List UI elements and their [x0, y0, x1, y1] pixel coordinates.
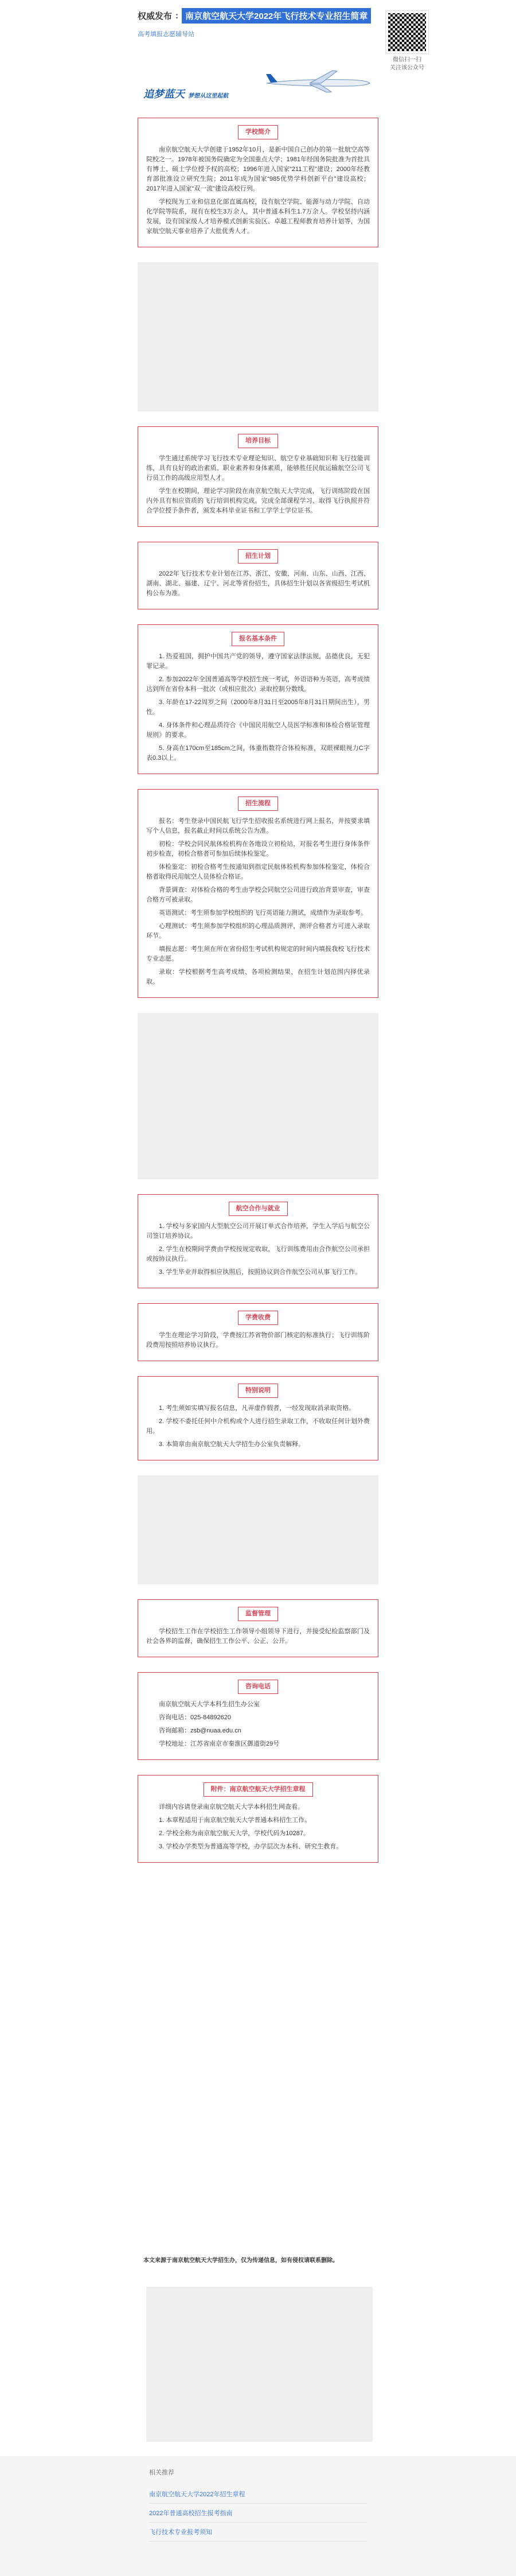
section-contact: 咨询电话 南京航空航天大学本科生招生办公室 咨询电话：025-84892620 咨询邮箱：zsb@nuaa.edu.cn 学校地址：江苏省南京市秦淮区御道街29号: [138, 1672, 378, 1760]
title-prefix: 权威发布: [138, 11, 173, 21]
image-placeholder: [138, 1475, 378, 1584]
banner-slogan: 追梦蓝天 梦想从这里起航: [143, 88, 229, 100]
section-training-goal: 培养目标 学生通过系统学习飞行技术专业理论知识、航空专业基础知识和飞行技能训练，具有良好的政治素质、职业素养和身体素质，能够胜任民航运输航空公司飞行员工作的高级应用型人才。 学生在校期间，理论学习阶段在南京航空航天大学完成，飞行训练阶段在国内外具有相应资质的飞行培训机构完成。完成全部课程学习、取得飞行执照并符合学位授予条件者，颁发本科毕业证书和工学学士学位证书。: [138, 426, 378, 527]
article-title: 南京航空航天大学2022年飞行技术专业招生简章: [182, 8, 371, 24]
section-title: 学校简介: [238, 125, 278, 139]
title-row: 权威发布 : 南京航空航天大学2022年飞行技术专业招生简章: [138, 8, 378, 24]
section-attachment: 附件：南京航空航天大学招生章程 详细内容请登录南京航空航天大学本科招生网查看。 1. 本章程适用于南京航空航天大学普通本科招生工作。 2. 学校全称为南京航空航天大学，学校代码为10287。 3. 学校办学类型为普通高等学校，办学层次为本科、研究生教育。: [138, 1775, 378, 1863]
section-title: 监督管理: [238, 1607, 278, 1621]
section-title: 学费收费: [238, 1311, 278, 1325]
section-title: 附件：南京航空航天大学招生章程: [204, 1782, 313, 1797]
section-school-intro: 学校简介 南京航空航天大学创建于1952年10月，是新中国自己创办的第一批航空高等院校之一。1978年被国务院确定为全国重点大学；1981年经国务院批准为首批具有博士、硕士学位授予权的高校；1996年进入国家“211工程”建设；2000年经教育部批准设立研究生院；2011年成为国家“985优势学科创新平台”建设高校；2017年进入国家“双一流”建设高校行列。 学校现为工业和信息化部直属高校，设有航空学院、能源与动力学院、自动化学院等院系，现有在校生3万余人，其中普通本科生1.7万余人。学校坚持内涵发展，设有国家级人才培养模式创新实验区、卓越工程师教育培养计划等，为国家航空航天事业培养了大批优秀人才。: [138, 118, 378, 247]
related-articles: [0, 2456, 516, 2576]
related-item[interactable]: 南京航空航天大学2022年招生章程: [149, 2485, 367, 2504]
section-process: 招生流程 报名：考生登录中国民航飞行学生招收报名系统进行网上报名，并按要求填写个人信息，报名截止时间以系统公告为准。 初检：学校会同民航体检机构在各地设立初检站，对报名考生进行身体条件初步检查，初检合格者可参加后续体检鉴定。 体检鉴定：初检合格考生按通知到指定民航体检机构参加体检鉴定，体检合格者取得民用航空人员体检合格证。 背景调查：对体检合格的考生由学校会同航空公司进行政治背景审查，审查合格方可被录取。 英语测试：考生须参加学校组织的飞行英语能力测试，成绩作为录取参考。 心理测试：考生须参加学校组织的心理品质测评，测评合格者方可进入录取环节。 填报志愿：考生须在所在省份招生考试机构规定的时间内填报我校飞行技术专业志愿。 录取：学校根据考生高考成绩、各项检测结果，在招生计划范围内择优录取。: [138, 789, 378, 998]
image-placeholder: [138, 262, 378, 411]
article-meta: [138, 29, 378, 38]
section-title: 招生计划: [238, 549, 278, 564]
section-title: 咨询电话: [238, 1680, 278, 1694]
image-placeholder: [138, 1013, 378, 1179]
airplane-icon: [264, 66, 373, 95]
related-heading: 相关推荐: [149, 2469, 174, 2476]
banner-image: [138, 55, 378, 112]
account-name-link[interactable]: 高考填报志愿辅导站: [138, 31, 194, 38]
section-title: 特别说明: [238, 1384, 278, 1398]
section-title: 航空合作与就业: [229, 1202, 288, 1216]
related-item[interactable]: 2022年普通高校招生报考指南: [149, 2504, 367, 2523]
section-title: 报名基本条件: [232, 632, 284, 646]
section-title: 培养目标: [238, 434, 278, 448]
related-item[interactable]: 飞行技术专业报考须知: [149, 2523, 367, 2542]
footer-note: 本文来源于南京航空航天大学招生办，仅为传递信息，如有侵权请联系删除。: [143, 2258, 338, 2264]
section-basic-requirements: 报名基本条件 1. 热爱祖国，拥护中国共产党的领导，遵守国家法律法规，品德优良，无犯罪记录。 2. 参加2022年全国普通高等学校招生统一考试，外语语种为英语，高考成绩达到所在省份本科一批次（或相应批次）录取控制分数线。 3. 年龄在17-22周岁之间（2000年8月31日至2005年8月31日期间出生），男性。 4. 身体条件和心理品质符合《中国民用航空人员医学标准和体检合格证管理规则》的要求。 5. 身高在170cm至185cm之间，体重指数符合体检标准，双眼裸眼视力C字表0.3以上。: [138, 624, 378, 774]
related-list: [149, 2485, 367, 2542]
section-title: 招生流程: [238, 796, 278, 811]
section-special-notes: 特别说明 1. 考生须如实填写报名信息，凡弄虚作假者，一经发现取消录取资格。 2. 学校不委托任何中介机构或个人进行招生录取工作，不收取任何计划外费用。 3. 本简章由南京航空航天大学招生办公室负责解释。: [138, 1376, 378, 1460]
section-tuition: 学费收费 学生在理论学习阶段，学费按江苏省物价部门核定的标准执行；飞行训练阶段费用按照培养协议执行。: [138, 1303, 378, 1361]
qr-caption: 微信扫一扫 关注该公众号: [390, 57, 424, 71]
article-content: [138, 118, 378, 1863]
qr-code: [385, 10, 429, 54]
section-supervision: 监督管理 学校招生工作在学校招生工作领导小组领导下进行，并接受纪检监察部门及社会各界的监督，确保招生工作公平、公正、公开。: [138, 1599, 378, 1657]
section-enrollment-plan: 招生计划 2022年飞行技术专业计划在江苏、浙江、安徽、河南、山东、山西、江西、湖南、湖北、福建、辽宁、河北等省份招生，具体招生计划以各省级招生考试机构公布为准。: [138, 542, 378, 609]
image-placeholder: [146, 2287, 373, 2442]
section-cooperation: 航空合作与就业 1. 学校与多家国内大型航空公司开展订单式合作培养，学生入学后与航空公司签订培养协议。 2. 学生在校期间学费由学校按规定收取，飞行训练费用由合作航空公司承担或按协议执行。 3. 学生毕业并取得相应执照后，按照协议到合作航空公司从事飞行工作。: [138, 1194, 378, 1288]
